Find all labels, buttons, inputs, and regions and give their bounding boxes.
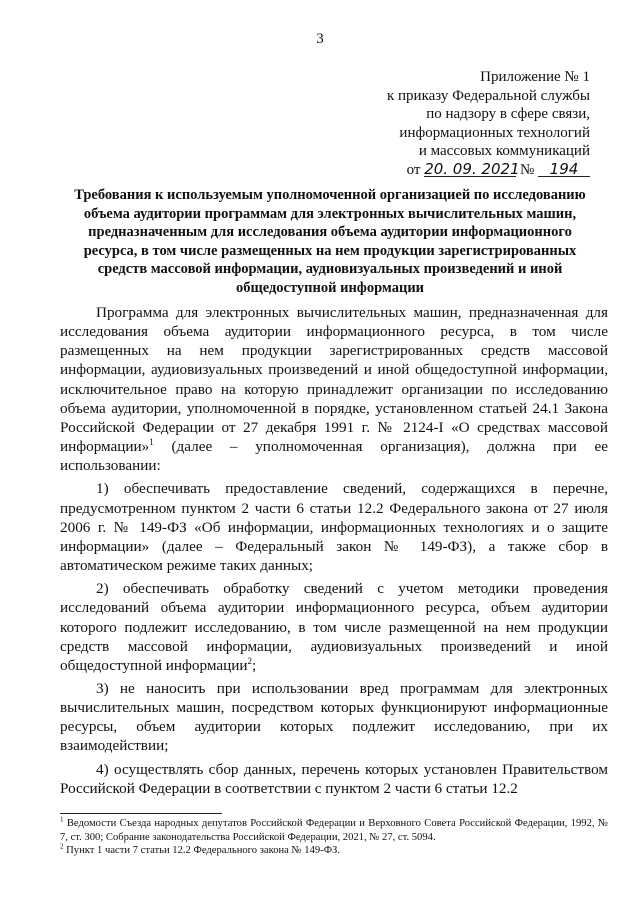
body-paragraph: 1) обеспечивать предоставление сведений, содержащихся в перечне, предусмотренном пунктом 2 части 6 статьи 12.2 Федерального закона от 27 июля 2006 г. № 149-ФЗ «Об информации, информационных технологиях и о защите информации» (далее – Федеральный закон № 149-ФЗ), а также сбор в автоматическом режиме таких данных;	[60, 480, 608, 575]
footnote-marker: 1	[60, 815, 64, 824]
appendix-line: к приказу Федеральной службы	[386, 87, 590, 104]
handwritten-date: 20. 09. 2021	[424, 159, 520, 178]
footnote: $^2$ Пункт 1 части 7 статьи 12.2 Федерального закона № 149-ФЗ.	[60, 842, 341, 857]
handwritten-number: 194	[538, 162, 590, 177]
footnote: $^1$ Ведомости Съезда народных депутатов Российской Федерации и Верховного Совета Российской Федерации, 1992, № 7, ст. 300; Собрание законодательства Российской Федерации, 2021, № 27, ст. 5094.	[60, 815, 608, 843]
footnote-ref: 1	[149, 437, 154, 448]
body-paragraph: 2) обеспечивать обработку сведений с учетом методики проведения исследований объема аудитории информационного ресурса, объем аудитории которого подлежит исследованию, в том числе размещенной на нем продукции средств массовой информации, аудиовизуальных произведений и иной общедоступной информации$^2$;	[60, 580, 608, 674]
date-prefix: от	[406, 161, 421, 178]
appendix-line: Приложение № 1	[480, 69, 590, 85]
document-body	[60, 303, 608, 798]
body-paragraph: Программа для электронных вычислительных машин, предназначенная для исследования объема аудитории информационного ресурса, в том числе размещенных на нем продукции зарегистрированных средств массовой информации, аудиовизуальных произведений и иной общедоступной информации, исключительное право на которую принадлежит организации по исследованию объема аудитории, уполномоченной в порядке, установленном статьей 24.1 Закона Российской Федерации от 27 декабря 1991 г. № 2124-I «О средствах массовой информации»$^1$ (далее – уполномоченная организация), должна при ее использовании:	[60, 304, 608, 475]
appendix-line: информационных технологий	[399, 124, 590, 141]
appendix-header	[350, 68, 590, 179]
footnote-ref: 2	[247, 655, 252, 666]
order-date-line	[350, 161, 590, 180]
page-number: 3	[316, 31, 324, 47]
footnotes	[60, 817, 608, 858]
appendix-line: и массовых коммуникаций	[418, 143, 590, 159]
footnote-divider	[60, 813, 222, 814]
footnote-marker: 2	[60, 842, 64, 851]
body-paragraph: 4) осуществлять сбор данных, перечень которых установлен Правительством Российской Федерации в соответствии с пунктом 2 части 6 статьи 12.2	[60, 760, 608, 797]
appendix-line: по надзору в сфере связи,	[426, 106, 590, 122]
number-prefix: №	[519, 161, 535, 178]
document-title: Требования к используемым уполномоченной организацией по исследованию объема аудитории программам для электронных вычислительных машин, предназначенным для исследования объема аудитории информационного ресурса, в том числе размещенных на нем продукции зарегистрированных средств массовой информации, аудиовизуальных произведений и иной общедоступной информации	[74, 187, 586, 296]
body-paragraph: 3) не наносить при использовании вред программам для электронных вычислительных машин, посредством которых функционируют информационные ресурсы, объем аудитории которых подлежит исследованию, при их взаимодействии;	[60, 679, 608, 755]
